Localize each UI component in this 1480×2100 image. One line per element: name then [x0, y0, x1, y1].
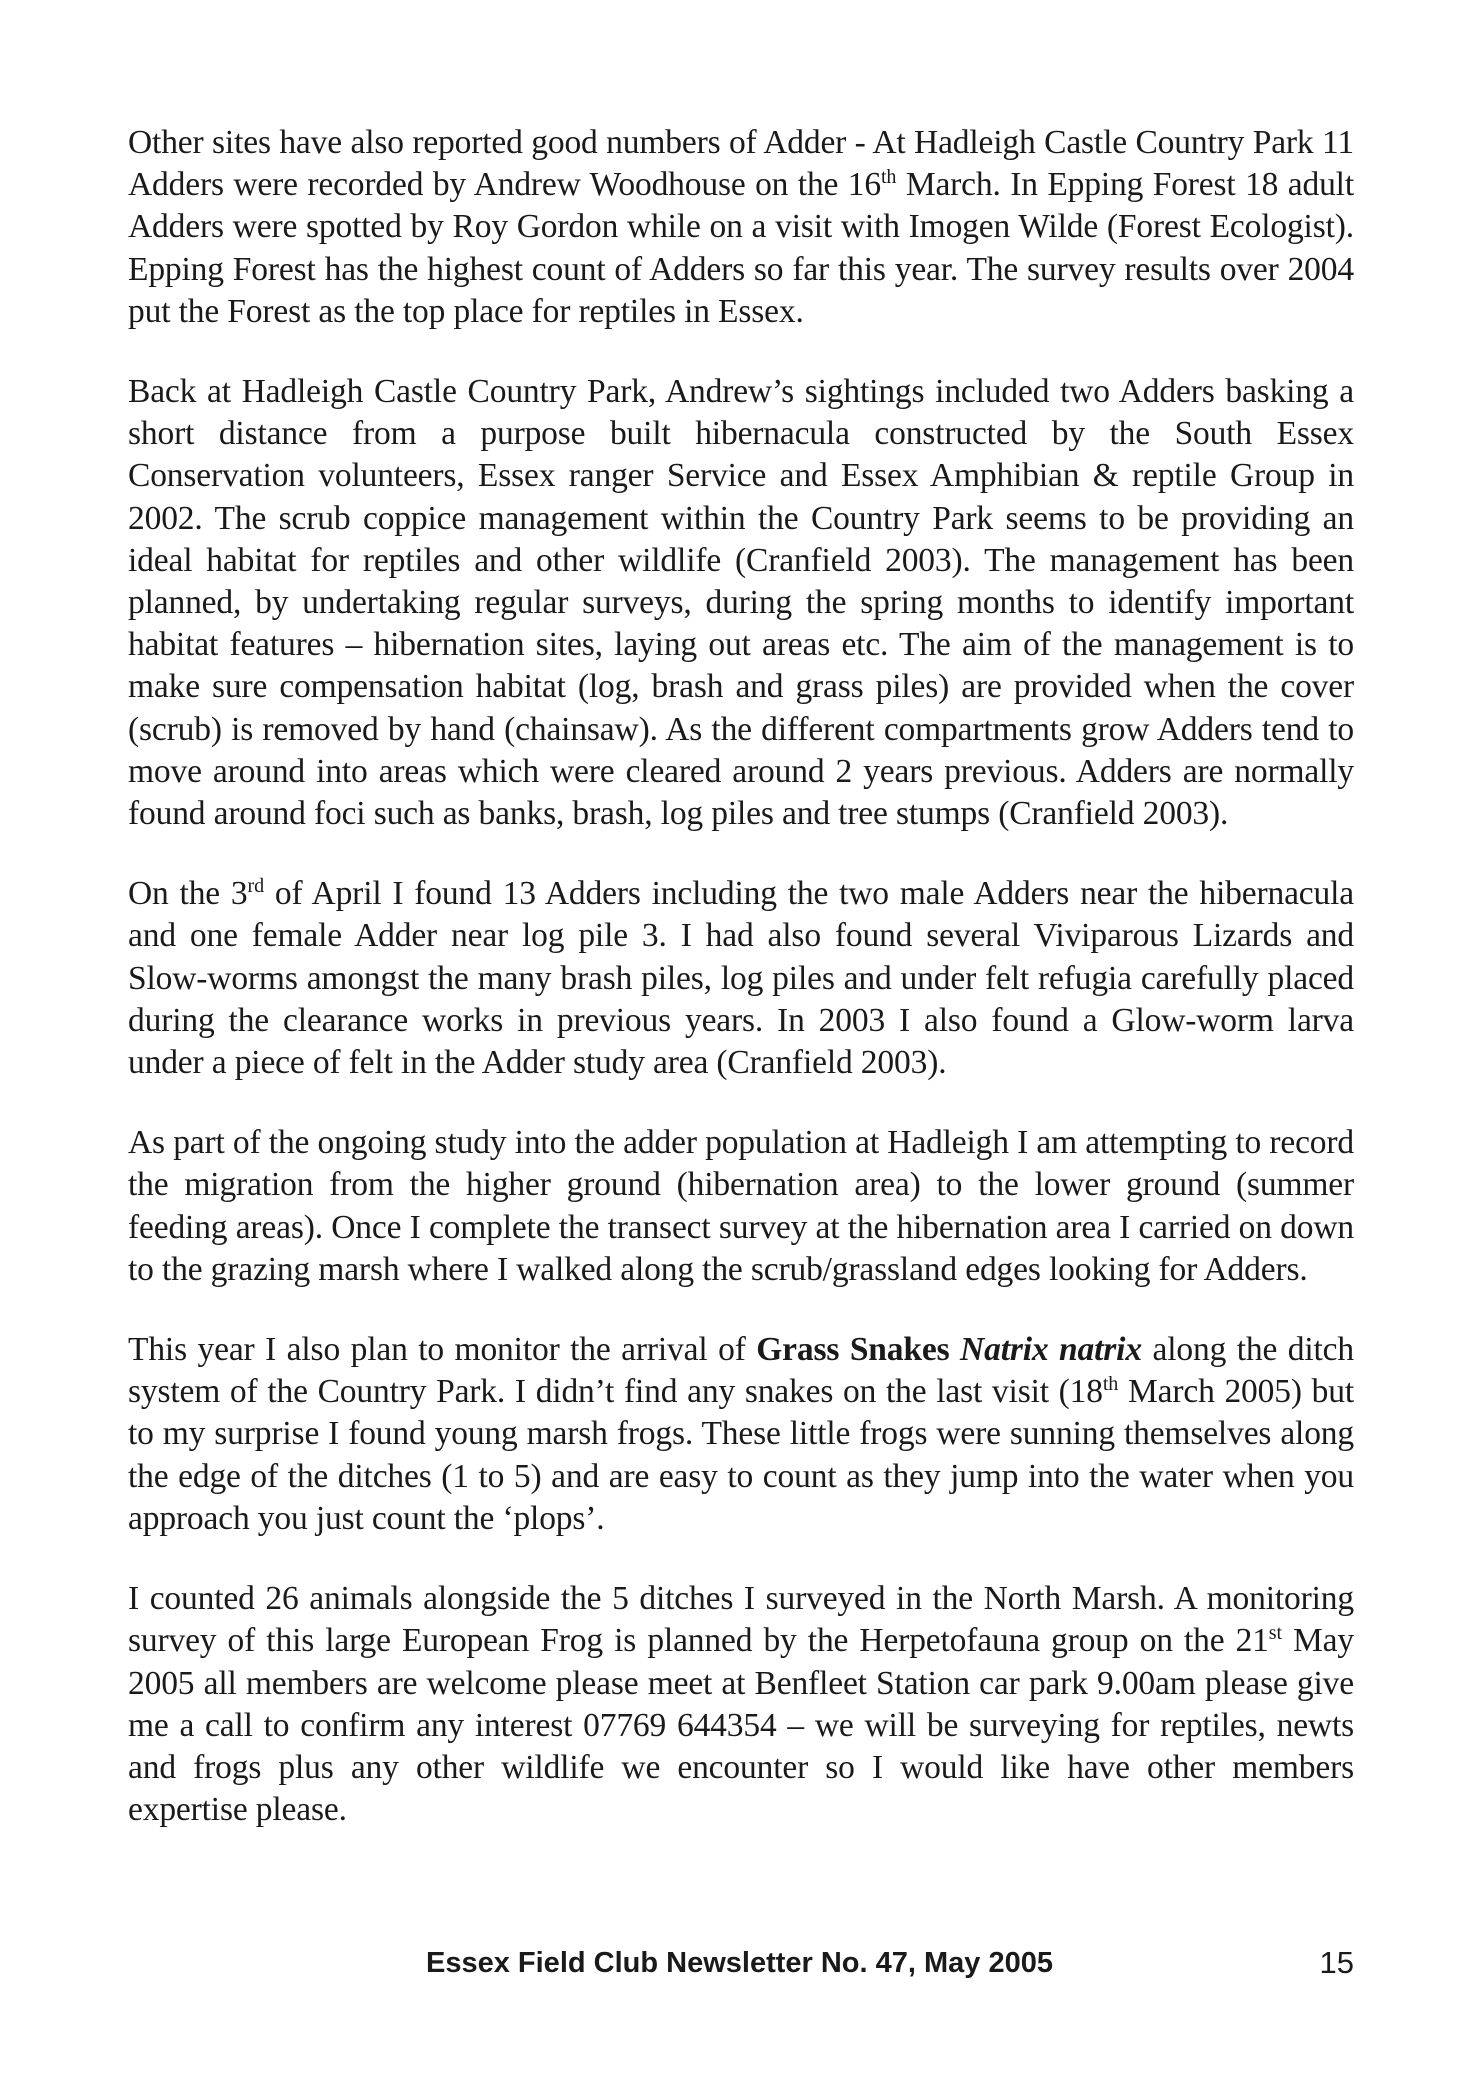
paragraph-migration-study — [128, 1122, 1354, 1291]
text-run: On the 3 — [128, 875, 248, 913]
superscript: th — [1102, 1373, 1119, 1396]
text-run: Other sites have also reported good numbers of Adder - At Hadleigh Castle Country Park 11 Adders were recorded by Andrew Woodhouse on the 16 — [128, 124, 1354, 204]
text-run: March 2005) but to my surprise I found young marsh frogs. These little frogs were sunning themselves along the edge of the ditches (1 to 5) and are easy to count as they jump into the water when you approach you just count the ‘plops’. — [128, 1373, 1354, 1537]
text-run: March. In Epping Forest 18 adult Adders were spotted by Roy Gordon while on a visit with Imogen Wilde (Forest Ecologist). Epping Forest has the highest count of Adders so far this year. The survey results over 2004 put the Forest as the top place for reptiles in Essex. — [128, 166, 1355, 330]
superscript: rd — [247, 875, 264, 898]
text-run: Back at Hadleigh Castle Country Park, Andrew’s sightings included two Adders basking a short distance from a purpose built hibernacula constructed by the South Essex Conservation volunteers, Essex ranger Service and Essex Amphibian & reptile Group in 2002. The scrub coppice management within the Country Park seems to be providing an ideal habitat for reptiles and other wildlife (Cranfield 2003). The management has been planned, by undertaking regular surveys, during the spring months to identify important habitat features – hibernation sites, laying out areas etc. The aim of the management is to make sure compensation habitat (log, brash and grass piles) are provided when the cover (scrub) is removed by hand (chainsaw). As the different compartments grow Adders tend to move around into areas which were cleared around 2 years previous. Adders are normally found around foci such as banks, brash, log piles and tree stumps (Cranfield 2003). — [128, 373, 1354, 833]
text-run: As part of the ongoing study into the adder population at Hadleigh I am attempting to record the migration from the higher ground (hibernation area) to the lower ground (summer feeding areas). Once I complete the transect survey at the hibernation area I carried on down to the grazing marsh where I walked along the scrub/grassland edges looking for Adders. — [128, 1124, 1354, 1288]
text-run: This year I also plan to monitor the arrival of — [128, 1331, 757, 1369]
newsletter-title: Essex Field Club Newsletter No. 47, May 2005 — [426, 1947, 1053, 1979]
superscript: th — [880, 166, 897, 189]
page-footer — [128, 1943, 1354, 1987]
page-number: 15 — [1319, 1945, 1354, 1980]
paragraph-adder-sites — [128, 122, 1354, 333]
species-latin-name-text: Natrix natrix — [960, 1331, 1142, 1369]
species-common-name: Grass Snakes — [756, 1331, 950, 1369]
article-body — [128, 122, 1354, 1869]
text-run: I counted 26 animals alongside the 5 ditches I surveyed in the North Marsh. A monitoring survey of this large European Frog is planned by the Herpetofauna group on the 21 — [128, 1580, 1354, 1660]
paragraph-grass-snakes — [128, 1329, 1354, 1540]
paragraph-hadleigh-management — [128, 371, 1354, 835]
paragraph-april-survey — [128, 873, 1354, 1084]
species-latin-name — [960, 1331, 1142, 1368]
paragraph-frog-count — [128, 1578, 1354, 1831]
text-run: May 2005 all members are welcome please meet at Benfleet Station car park 9.00am please give me a call to confirm any interest 07769 644354 – we will be surveying for reptiles, newts and frogs plus any other wildlife we encounter so I would like have other members expertise please. — [128, 1622, 1354, 1829]
superscript: st — [1268, 1622, 1282, 1645]
text-run: along the ditch system of the Country Park. I didn’t find any snakes on the last visit (18 — [128, 1331, 1354, 1411]
text-run: of April I found 13 Adders including the two male Adders near the hibernacula and one female Adder near log pile 3. I had also found several Viviparous Lizards and Slow-worms amongst the many brash piles, log piles and under felt refugia carefully placed during the clearance works in previous years. In 2003 I also found a Glow-worm larva under a piece of felt in the Adder study area (Cranfield 2003). — [128, 875, 1354, 1082]
